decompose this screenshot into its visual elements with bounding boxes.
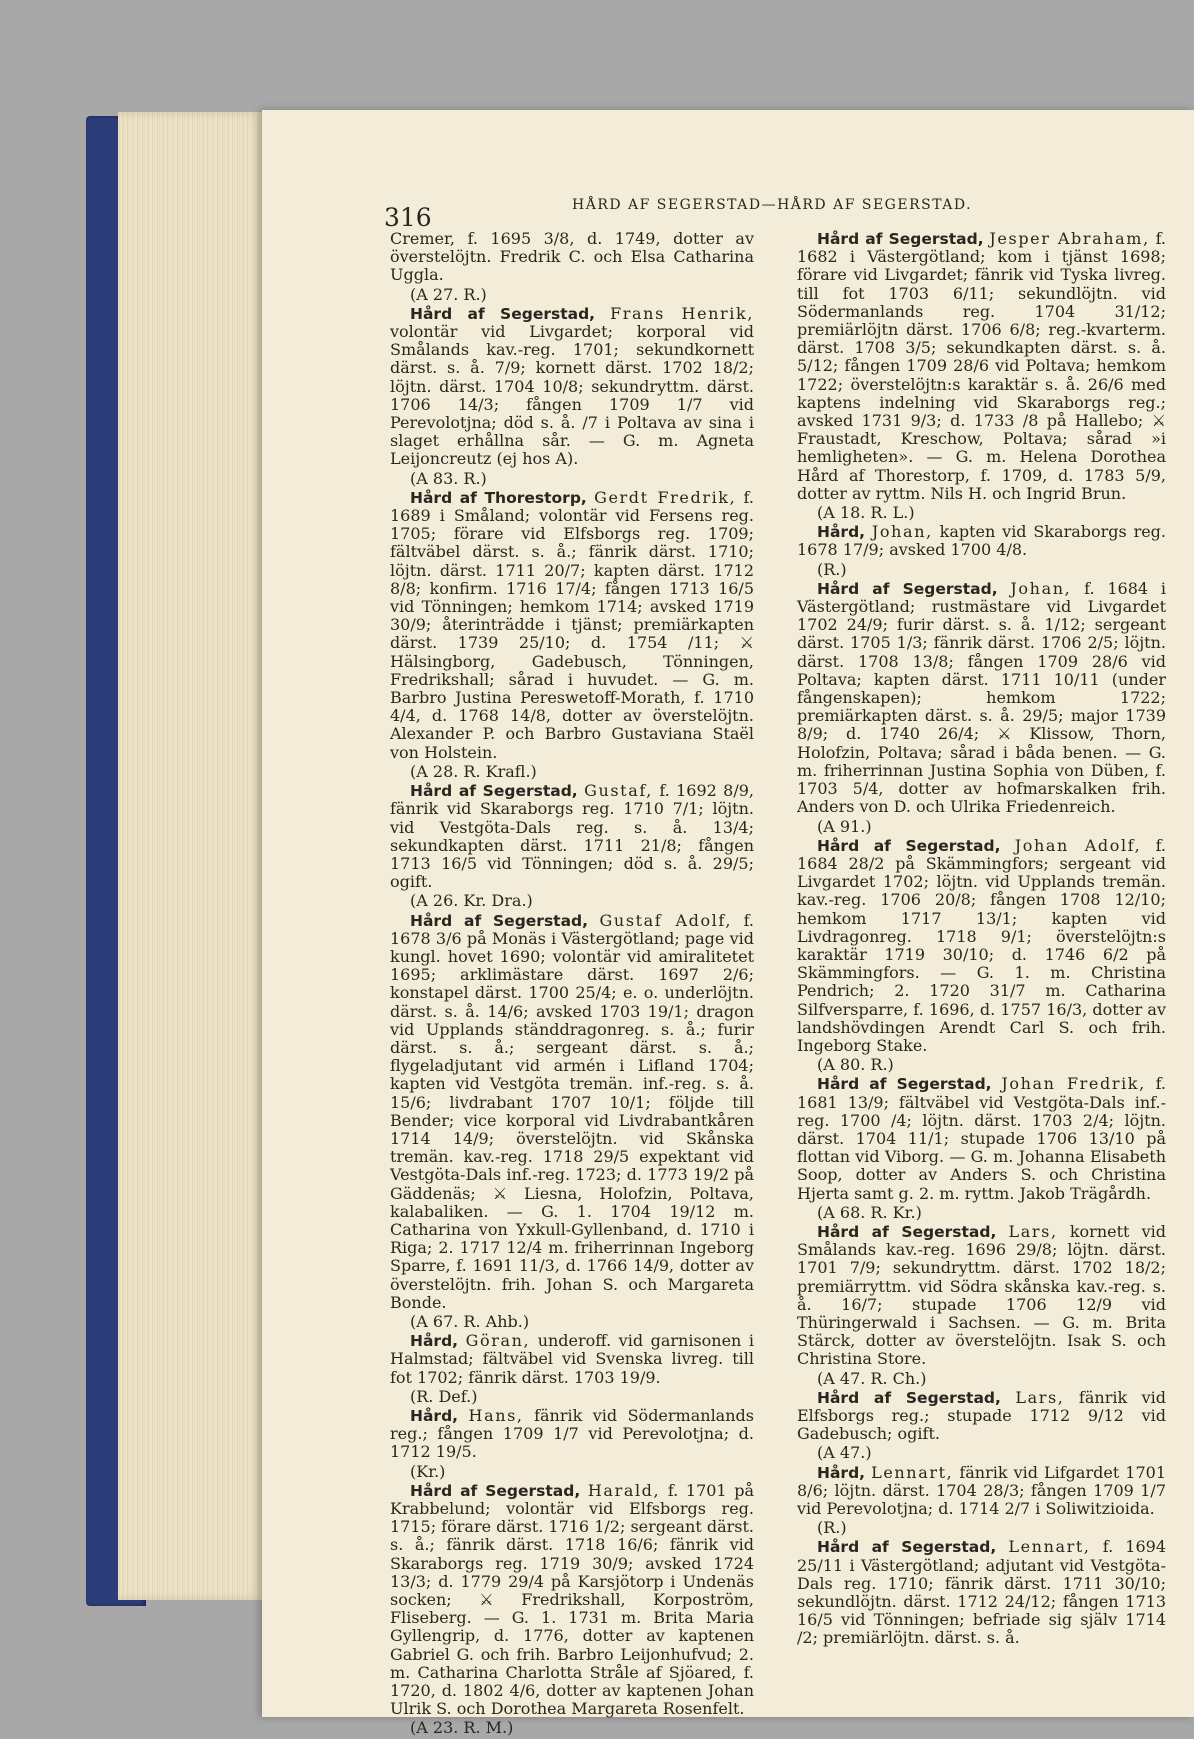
entry-text: fänrik vid Södermanlands reg.; fången 1709 1/7 vid Perevolotjna; d. 1712 19/5. (390, 1406, 754, 1462)
entry-surname: Hård af Segerstad, (817, 579, 998, 598)
entry (390, 1407, 754, 1462)
entry-given-name: Jesper Abraham, (989, 229, 1150, 248)
entry (797, 580, 1166, 817)
entry-text: volontär vid Livgardet; korporal vid Smålands kav.-reg. 1701; sekundkornett därst. s. å. 7/9; kornett därst. 1702 18/2; löjtn. därst. 1704 10/8; sekundryttm. därst. 1706 14/3; fången 1709 1/7 vid Perevolotjna; död s. å. /7 i Poltava av sina i slaget erhållna sår. — G. m. Agneta Leijoncreutz (ej hos A). (390, 322, 754, 469)
entry-given-name: Hans, (468, 1406, 524, 1425)
entry (390, 1482, 754, 1719)
entry-text: kapten vid Skaraborgs reg. 1678 17/9; avsked 1700 4/8. (797, 522, 1167, 560)
entry (797, 1223, 1166, 1369)
entry-text: f. 1684 28/2 på Skämmingfors; sergeant vid Livgardet 1702; löjtn. vid Upplands tremän. kav.-reg. 1706 20/8; fången 1708 12/10; hemkom 1717 13/1; kapten vid Livdragonreg. 1718 9/1; överstelöjtn:s karaktär 1719 30/10; d. 1746 6/2 på Skämmingfors. — G. 1. m. Christina Pendrich; 2. 1720 31/7 m. Catharina Silfversparre, f. 1696, d. 1757 16/3, dotter av landshövdingen Arendt Carl S. och frih. Ingeborg Stake. (797, 835, 1166, 1055)
entry-reference: (A 91.) (817, 816, 872, 836)
entry-reference: (R.) (817, 559, 847, 579)
entry-given-name: Johan Fredrik, (1001, 1074, 1146, 1094)
entry-given-name: Lennart, (1008, 1537, 1091, 1557)
entry-given-name: Gerdt Fredrik, (594, 487, 737, 507)
entry-reference: (A 18. R. L.) (817, 503, 915, 523)
entry-given-name: Gustaf, (584, 781, 653, 801)
entry-surname: Hård, (817, 1463, 866, 1482)
entry-reference: (A 47.) (817, 1443, 872, 1463)
entry-reference: (A 68. R. Kr.) (817, 1202, 922, 1222)
entry (797, 837, 1166, 1055)
entry-reference: (A 47. R. Ch.) (817, 1368, 927, 1388)
entry-reference: (A 23. R. M.) (410, 1718, 514, 1738)
entry-given-name: Lars, (1015, 1387, 1065, 1407)
entry-given-name: Johan Adolf, (1014, 835, 1142, 855)
page-number: 316 (384, 203, 432, 232)
entry-reference: (A 80. R.) (817, 1055, 894, 1075)
entry (390, 912, 754, 1312)
entry (390, 1332, 754, 1387)
entry (797, 1464, 1166, 1519)
entry-text: fänrik vid Elfsborgs reg.; stupade 1712 9/12 vid Gadebusch; ogift. (797, 1387, 1166, 1444)
entry-text: f. 1678 3/6 på Monäs i Västergötland; page vid kungl. hovet 1690; volontär vid amiralitetet 1695; arklimästare därst. 1697 2/6; konstapel därst. 1700 25/4; e. o. underlöjtn. därst. s. å. 14/6; avsked 1703 19/1; dragon vid Upplands ständdragonreg. s. å.; furir därst. s. å.; sergeant därst. s. å.; flygeladjutant vid armén i Lifland 1704; kapten vid Vestgöta tremän. inf.-reg. s. å. 15/6; livdrabant 1707 10/1; följde till Bender; vice korporal vid Livdrabantkåren 1714 14/9; överstelöjtn. vid Skånska tremän. kav.-reg. 1718 29/5 expektant vid Vestgöta-Dals inf.-reg. 1723; d. 1773 19/2 på Gäddenäs; ⚔ Liesna, Holofzin, Poltava, kalabaliken. — G. 1. 1704 19/12 m. Catharina von Yxkull-Gyllenband, d. 1710 i Riga; 2. 1717 12/4 m. friherrinnan Ingeborg Sparre, f. 1691 11/3, d. 1766 14/9, dotter av överstelöjtn. frih. Johan S. och Margareta Bonde. (390, 910, 754, 1312)
entry (390, 230, 754, 285)
entry-surname: Hård af Segerstad, (410, 911, 589, 930)
entry-surname: Hård af Thorestorp, (410, 488, 587, 507)
entry-reference: (A 83. R.) (410, 468, 487, 488)
entry-surname: Hård af Segerstad, (817, 836, 1001, 855)
page-edges (118, 112, 266, 1600)
entry-surname: Hård af Segerstad, (410, 782, 578, 801)
entry (797, 1538, 1166, 1647)
running-head: HÅRD AF SEGERSTAD—HÅRD AF SEGERSTAD. (572, 197, 973, 213)
left-column (390, 230, 754, 1739)
entry-surname: Hård af Segerstad, (817, 1222, 997, 1241)
entry-reference: (R.) (817, 1518, 847, 1538)
entry (797, 523, 1166, 559)
entry-text: fänrik vid Lifgardet 1701 8/6; löjtn. därst. 1704 28/3; fången 1709 1/7 vid Perevolotjna; d. 1714 2/7 i Soliwitzioida. (797, 1462, 1166, 1519)
entry-reference: (A 67. R. Ahb.) (410, 1311, 530, 1331)
book-page (262, 110, 1194, 1738)
entry-reference: (A 28. R. Krafl.) (410, 761, 537, 781)
entry-text: kornett vid Smålands kav.-reg. 1696 29/8; löjtn. därst. 1701 7/9; sekundryttm. därst. 1702 18/2; premiärryttm. vid Södra skånska kav.-reg. s. å. 16/7; stupade 1706 12/9 vid Thüringerwald i Sachsen. — G. m. Brita Stärck, dotter av överstelöjtn. Isak S. och Christina Store. (797, 1221, 1167, 1369)
entry-text: f. 1694 25/11 i Västergötland; adjutant vid Vestgöta-Dals reg. 1710; fänrik därst. 1711 30/10; sekundlöjtn. därst. 1712 24/12; fången 1713 16/5 vid Tönningen; befriade sig själv 1714 /2; premiärlöjtn. därst. s. å. (797, 1537, 1166, 1648)
entry (797, 1075, 1166, 1202)
entry-given-name: Johan, (1010, 578, 1072, 598)
entry-given-name: Gustaf Adolf, (599, 910, 733, 930)
entry-surname: Hård af Segerstad, (410, 304, 596, 323)
entry (390, 782, 754, 891)
entry-surname: Hård, (817, 523, 866, 542)
entry (390, 305, 754, 469)
entry-reference: (A 26. Kr. Dra.) (410, 891, 533, 911)
entry (797, 230, 1166, 503)
entry-given-name: Lars, (1008, 1221, 1058, 1241)
entry-text: f. 1701 på Krabbelund; volontär vid Elfsborgs reg. 1715; förare därst. 1716 1/2; sergeant därst. s. å.; fänrik därst. 1718 16/6; fänrik vid Skaraborgs reg. 1719 30/9; avsked 1724 13/3; d. 1779 29/4 på Karsjötorp i Undenäs socken; ⚔ Fredrikshall, Korpoström, Fliseberg. — G. 1. 1731 m. Brita Maria Gyllengrip, d. 1776, dotter av kaptenen Gabriel G. och frih. Barbro Leijonhufvud; 2. m. Catharina Charlotta Stråle af Sjöared, f. 1720, d. 1802 4/6, dotter av kaptenen Johan Ulrik S. och Dorothea Margareta Rosenfelt. (390, 1480, 755, 1719)
entry-surname: Hård, (410, 1407, 459, 1425)
entry-given-name: Lennart, (871, 1462, 954, 1482)
entry-surname: Hård af Segerstad, (410, 1481, 581, 1500)
entry-surname: Hård af Segerstad, (817, 230, 984, 248)
right-column (797, 230, 1166, 1649)
entry (390, 489, 754, 762)
entry-reference: (R. Def.) (410, 1386, 478, 1406)
entry-text: Cremer, f. 1695 3/8, d. 1749, dotter av överstelöjtn. Fredrik C. och Elsa Catharina Uggla. (390, 229, 754, 285)
entry-text: f. 1684 i Västergötland; rustmästare vid Livgardet 1702 24/9; furir därst. s. å. 1/12; sergeant därst. 1705 1/3; fänrik därst. 1706 2/5; löjtn. därst. 1708 13/8; fången 1709 28/6 vid Poltava; kapten därst. 1711 10/11 (under fångenskapen); hemkom 1722; premiärkapten därst. s. å. 29/5; major 1739 8/9; d. 1740 26/4; ⚔ Klissow, Thorn, Holofzin, Poltava; sårad i båda benen. — G. m. friherrinnan Justina Sophia von Düben, f. 1703 5/4, dotter av hofmarskalken frih. Anders von D. och Ulrika Friedenreich. (797, 578, 1167, 817)
entry-surname: Hård af Segerstad, (817, 1388, 1001, 1407)
entry-given-name: Johan, (871, 522, 933, 542)
entry-given-name: Harald, (587, 1480, 661, 1500)
entry-surname: Hård af Segerstad, (817, 1075, 992, 1094)
entry-given-name: Frans Henrik, (610, 303, 754, 323)
entry-reference: (A 27. R.) (410, 284, 487, 304)
entry-surname: Hård af Segerstad, (817, 1538, 997, 1557)
entry-surname: Hård, (410, 1332, 459, 1351)
entry-given-name: Göran, (465, 1331, 531, 1351)
entry-text: f. 1682 i Västergötland; kom i tjänst 1698; förare vid Livgardet; fänrik vid Tyska livreg. till fot 1703 6/11; sekundlöjtn. vid Södermanlands reg. 1704 31/12; premiärlöjtn därst. 1706 6/8; reg.-kvarterm. därst. 1708 3/5; sekundkapten därst. s. å. 5/12; fången 1709 28/6 vid Poltava; hemkom 1722; överstelöjtn:s karaktär s. å. 26/6 med kaptens indelning vid Skaraborgs reg.; avsked 1731 9/3; d. 1733 /8 på Hallebo; ⚔ Fraustadt, Kreschow, Poltava; sårad »i hemligheten». — G. m. Helena Dorothea Hård af Thorestorp, f. 1709, d. 1783 5/9, dotter av ryttm. Nils H. och Ingrid Brun. (797, 229, 1167, 503)
entry-text: underoff. vid garnisonen i Halmstad; fältväbel vid Svenska livreg. till fot 1702; fänrik därst. 1703 19/9. (390, 1331, 754, 1387)
entry-text: f. 1689 i Småland; volontär vid Fersens reg. 1705; förare vid Elfsborgs reg. 1709; fältväbel därst. s. å.; fänrik därst. 1710; löjtn. därst. 1711 20/7; kapten därst. 1712 8/8; konfirm. 1716 17/4; fången 1713 16/5 vid Tönningen; hemkom 1714; avsked 1719 30/9; återinträdde i tjänst; premiärkapten därst. 1739 25/10; d. 1754 /11; ⚔ Hälsingborg, Gadebusch, Tönningen, Fredrikshall; sårad i huvudet. — G. m. Barbro Justina Pereswetoff-Morath, f. 1710 4/4, d. 1768 14/8, dotter av överstelöjtn. Alexander P. och Barbro Gustaviana Staël von Holstein. (390, 487, 754, 762)
entry-reference: (Kr.) (410, 1461, 446, 1481)
entry (797, 1389, 1166, 1444)
entry-text: f. 1692 8/9, fänrik vid Skaraborgs reg. 1710 7/1; löjtn. vid Vestgöta-Dals reg. s. å. 13/4; sekundkapten därst. 1711 21/8; fången 1713 16/5 vid Tönningen; död s. å. 29/5; ogift. (390, 781, 755, 892)
entry-text: f. 1681 13/9; fältväbel vid Vestgöta-Dals inf.-reg. 1700 /4; löjtn. därst. 1703 2/4; löjtn. därst. 1704 11/1; stupade 1706 13/10 på flottan vid Viborg. — G. m. Johanna Elisabeth Soop, dotter av Anders S. och Christina Hjerta samt g. 2. m. ryttm. Jakob Trägårdh. (797, 1074, 1166, 1203)
